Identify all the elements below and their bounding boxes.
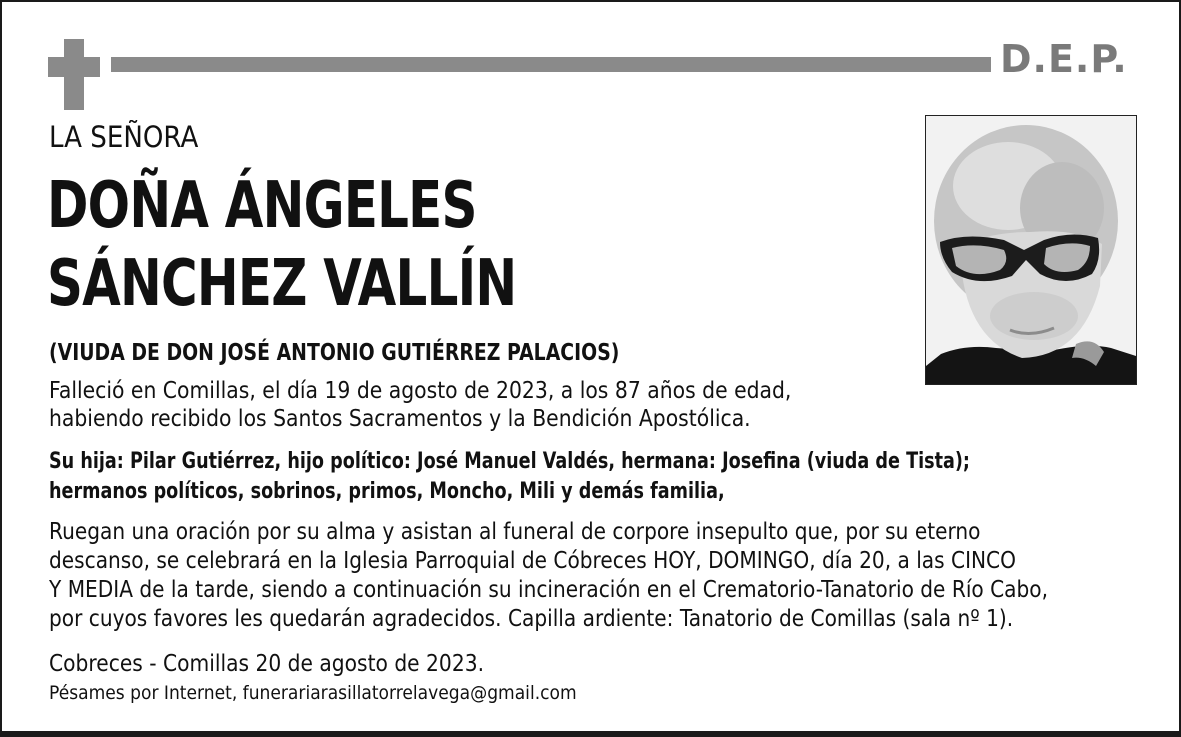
name-line-2: SÁNCHEZ VALLÍN [47,247,517,321]
dateline: Cobreces - Comillas 20 de agosto de 2023. [49,651,485,677]
honorific: LA SEÑORA [49,120,199,154]
family-line: hermanos políticos, sobrinos, primos, Moncho, Mili y demás familia, [49,479,725,504]
header-rule [111,57,991,72]
family-line: Su hija: Pilar Gutiérrez, hijo político: José Manuel Valdés, hermana: Josefina (viuda de Tista); [49,449,970,474]
request-line: por cuyos favores les quedarán agradecidos. Capilla ardiente: Tanatorio de Comillas (sala nº 1). [49,606,1014,632]
deceased-name [47,167,516,323]
request-line: Ruegan una oración por su alma y asistan al funeral de corpore insepulto que, por su eterno [49,519,981,545]
death-notice-line: Falleció en Comillas, el día 19 de agosto de 2023, a los 87 años de edad, [49,378,792,404]
portrait-photo [925,115,1137,385]
name-line-1: DOÑA ÁNGELES [47,169,477,243]
family-list [49,447,970,507]
death-notice-line: habiendo recibido los Santos Sacramentos y la Bendición Apostólica. [49,406,751,432]
widow-of: (VIUDA DE DON JOSÉ ANTONIO GUTIÉRREZ PALACIOS) [49,340,620,366]
request-line: descanso, se celebrará en la Iglesia Parroquial de Cóbreces HOY, DOMINGO, día 20, a las CINCO [49,548,1016,574]
cross-horizontal-bar [48,57,100,77]
dep-label: D.E.P. [1000,37,1128,81]
death-notice [49,377,791,433]
request-line: Y MEDIA de la tarde, siendo a continuación su incineración en el Crematorio-Tanatorio de Río Cabo, [49,577,1048,603]
condolences-contact: Pésames por Internet, funerariarasillatorrelavega@gmail.com [49,682,577,704]
funeral-request [49,518,1048,634]
